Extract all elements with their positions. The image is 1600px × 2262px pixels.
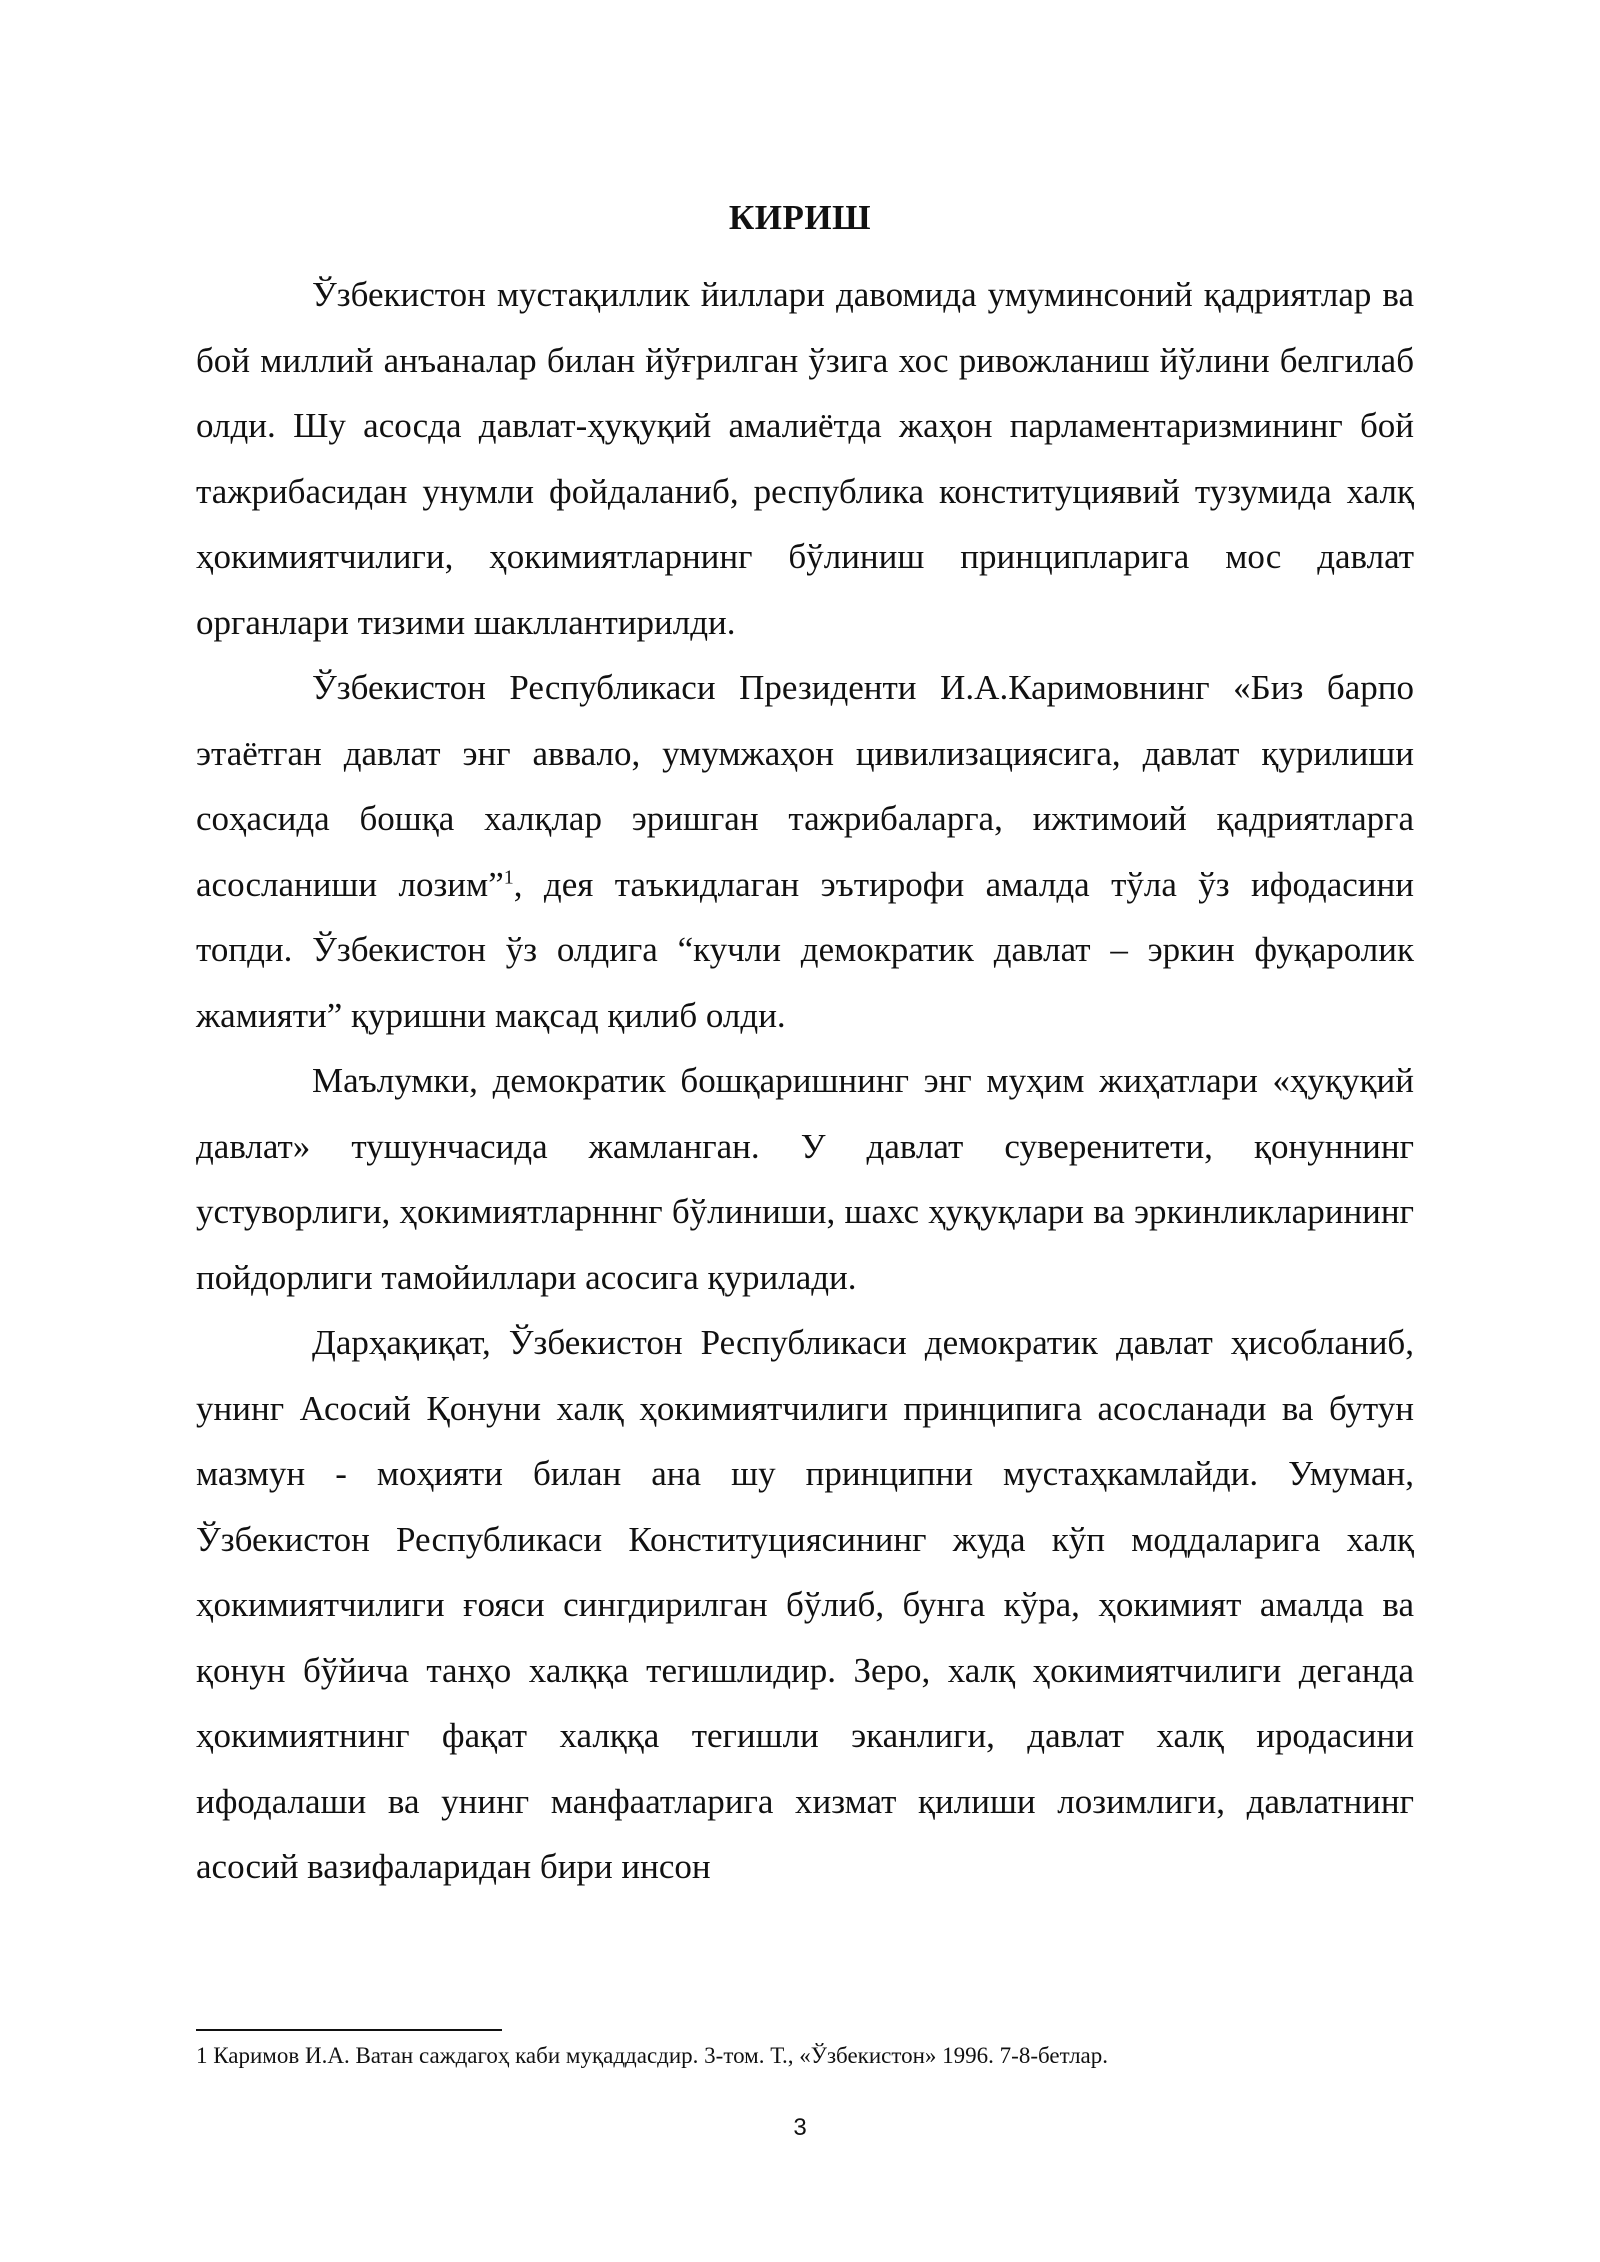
paragraph-1: Ўзбекистон мустақиллик йиллари давомида умуминсоний қадриятлар ва бой миллий анъаналар билан йўғрилган ўзига хос ривожланиш йўлини белгилаб олди. Шу асосда давлат-ҳуқуқий амалиётда жаҳон парламентаризмининг бой тажрибасидан унумли фойдаланиб, республика конституциявий тузумида халқ ҳокимиятчилиги, ҳокимиятларнинг бўлиниш принципларига мос давлат органлари тизими шакллантирилди. [196,275,1414,642]
page-title: КИРИШ [728,198,872,237]
footnote-reference: 1 [503,865,514,888]
page-number: 3 [793,2114,807,2141]
paragraph-2 [196,655,1414,1048]
footnote-marker: 1 [196,2043,208,2068]
paragraph-2-text-before: Ўзбекистон Республикаси Президенти И.А.Каримовнинг «Биз барпо этаётган давлат энг аввало, умумжаҳон цивилизациясига, давлат қурилиши соҳасида бошқа халқлар эришган тажрибаларга, ижтимоий қадриятларга асосланиши лозим” [196,668,1414,904]
paragraph-2-text-after: , дея таъкидлаган эътирофи амалда тўла ўз ифодасини топди. Ўзбекистон ўз олдига “кучли демократик давлат – эркин фуқаролик жамияти” қуришни мақсад қилиб олди. [196,864,1414,1035]
body-text [196,262,1414,1900]
footnote-separator [196,2029,502,2031]
footnote-text: Каримов И.А. Ватан саждагоҳ каби муқаддасдир. 3-том. Т., «Ўзбекистон» 1996. 7-8-бетлар. [213,2043,1109,2068]
paragraph-3: Маълумки, демократик бошқаришнинг энг муҳим жиҳатлари «ҳуқуқий давлат» тушунчасида жамланган. У давлат суверенитети, қонуннинг устуворлиги, ҳокимиятларнннг бўлиниши, шахс ҳуқуқлари ва эркинликларининг пойдорлиги тамойиллари асосига қурилади. [196,1061,1414,1297]
footnote [196,2040,1414,2072]
paragraph-4: Дарҳақиқат, Ўзбекистон Республикаси демократик давлат ҳисобланиб, унинг Асосий Қонуни халқ ҳокимиятчилиги принципига асосланади ва бутун мазмун - моҳияти билан ана шу принципни мустаҳкамлайди. Умуман, Ўзбекистон Республикаси Конституциясининг жуда кўп моддаларига халқ ҳокимиятчилиги ғояси сингдирилган бўлиб, бунга кўра, ҳокимият амалда ва қонун бўйича танҳо халққа тегишлидир. Зеро, халқ ҳокимиятчилиги деганда ҳокимиятнинг фақат халққа тегишли эканлиги, давлат халқ иродасини ифодалаши ва унинг манфаатларига хизмат қилиши лозимлиги, давлатнинг асосий вазифаларидан бири инсон [196,1323,1414,1886]
